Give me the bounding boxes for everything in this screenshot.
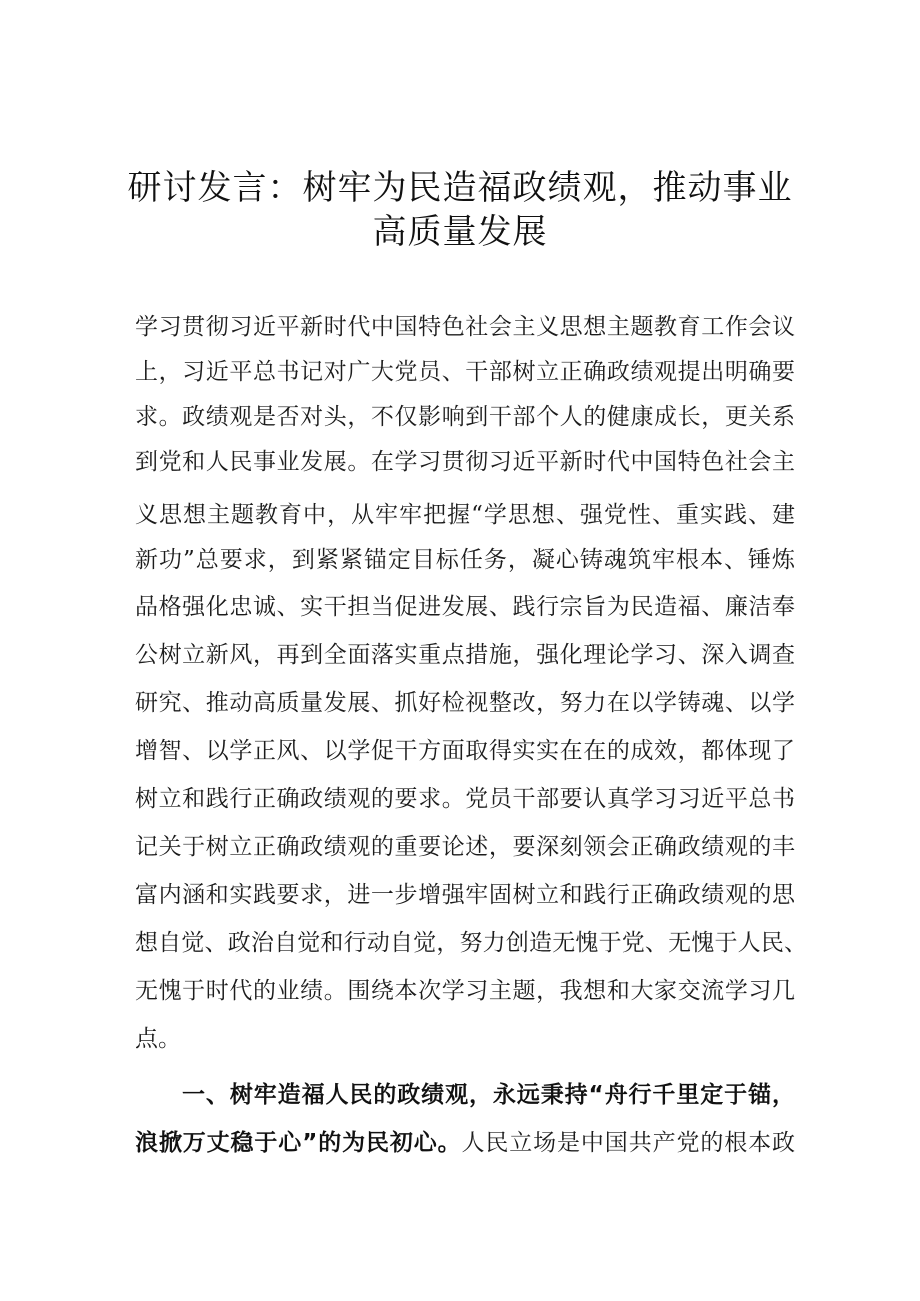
document-title-line-1: 研讨发言：树牢为民造福政绩观，推动事业	[127, 168, 793, 208]
paragraph-line: 品格强化忠诚、实干担当促进发展、践行宗旨为民造福、廉洁奉	[135, 594, 795, 620]
section-body-text: 人民立场是中国共产党的根本政	[461, 1130, 795, 1156]
paragraph-line: 无愧于时代的业绩。围绕本次学习主题，我想和大家交流学习几	[135, 978, 795, 1004]
paragraph-line: 到党和人民事业发展。在学习贯彻习近平新时代中国特色社会主	[135, 449, 795, 475]
paragraph-line: 求。政绩观是否对头，不仅影响到干部个人的健康成长，更关系	[135, 404, 795, 430]
paragraph-line: 新功”总要求，到紧紧锚定目标任务，凝心铸魂筑牢根本、锤炼	[135, 547, 795, 573]
paragraph-line: 树立和践行正确政绩观的要求。党员干部要认真学习习近平总书	[135, 786, 795, 812]
paragraph-line: 学习贯彻习近平新时代中国特色社会主义思想主题教育工作会议	[135, 314, 795, 340]
paragraph-line: 义思想主题教育中，从牢牢把握“学思想、强党性、重实践、建	[135, 502, 795, 528]
paragraph-line: 增智、以学正风、以学促干方面取得实实在在的成效，都体现了	[135, 738, 795, 764]
paragraph-line: 公树立新风，再到全面落实重点措施，强化理论学习、深入调查	[135, 642, 795, 668]
section-line	[135, 1128, 795, 1158]
paragraph-line: 记关于树立正确政绩观的重要论述，要深刻领会正确政绩观的丰	[135, 834, 795, 860]
paragraph-line: 富内涵和实践要求，进一步增强牢固树立和践行正确政绩观的思	[135, 882, 795, 908]
paragraph-line: 上，习近平总书记对广大党员、干部树立正确政绩观提出明确要	[135, 359, 795, 385]
document-title-line-2: 高质量发展	[372, 212, 548, 252]
paragraph-line: 想自觉、政治自觉和行动自觉，努力创造无愧于党、无愧于人民、	[135, 930, 807, 956]
section-heading-continuation: 浪掀万丈稳于心”的为民初心。	[135, 1130, 462, 1156]
paragraph-line: 点。	[135, 1026, 181, 1052]
section-heading-line: 一、树牢造福人民的政绩观，永远秉持“舟行千里定于锚，	[182, 1082, 795, 1108]
paragraph-line: 研究、推动高质量发展、抓好检视整改，努力在以学铸魂、以学	[135, 690, 795, 716]
